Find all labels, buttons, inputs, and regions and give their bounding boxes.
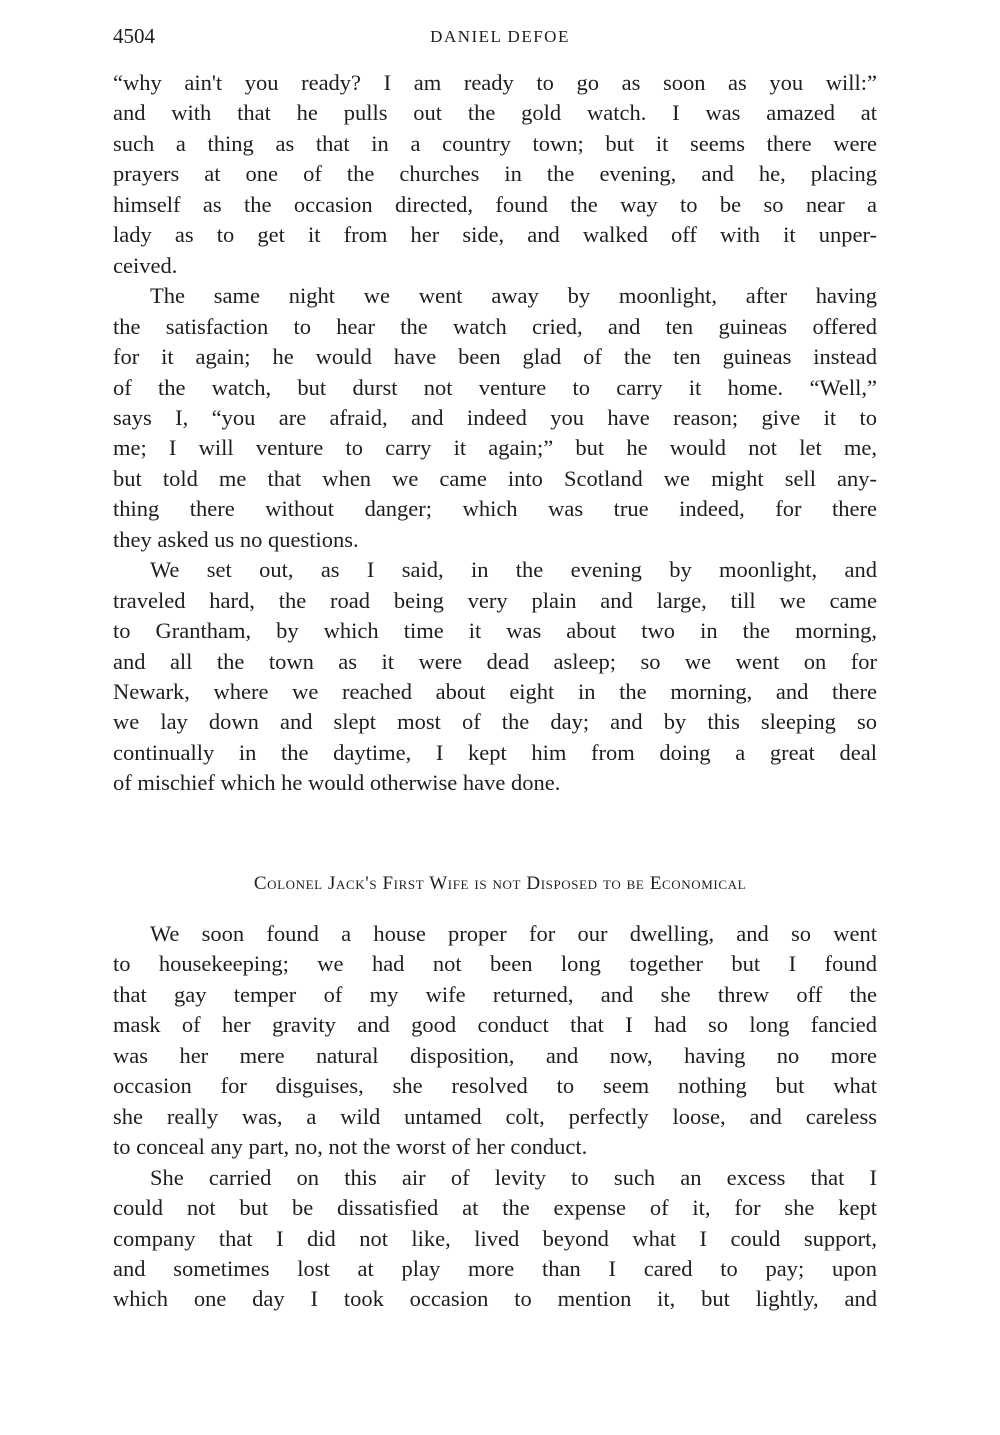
text-line: “why ain't you ready? I am ready to go as soon as you will:” <box>113 70 877 95</box>
page-number: 4504 <box>113 24 155 48</box>
text-line: they asked us no questions. <box>113 526 359 552</box>
text-line: continually in the daytime, I kept him from doing a great deal <box>113 739 877 765</box>
text-line: We set out, as I said, in the evening by moonlight, and <box>150 557 877 583</box>
text-line: of mischief which he would otherwise have done. <box>113 770 561 796</box>
text-line: mask of her gravity and good conduct that I had so long fancied <box>113 1012 877 1038</box>
text-line: The same night we went away by moonlight, after having <box>150 283 877 309</box>
text-line: lady as to get it from her side, and walked off with it unper- <box>113 222 877 248</box>
text-line: me; I will venture to carry it again;” but he would not let me, <box>113 435 877 461</box>
text-line: such a thing as that in a country town; but it seems there were <box>113 130 877 156</box>
text-line: traveled hard, the road being very plain and large, till we came <box>113 587 877 613</box>
text-line: prayers at one of the churches in the evening, and he, placing <box>113 161 877 187</box>
text-line: but told me that when we came into Scotland we might sell any- <box>113 465 877 491</box>
text-line: she really was, a wild untamed colt, perfectly loose, and careless <box>113 1103 877 1129</box>
text-line: and with that he pulls out the gold watch. I was amazed at <box>113 100 877 126</box>
text-line: thing there without danger; which was true indeed, for there <box>113 496 877 522</box>
text-line: which one day I took occasion to mention it, but lightly, and <box>113 1286 877 1312</box>
text-line: We soon found a house proper for our dwelling, and so went <box>150 921 877 946</box>
text-line: Newark, where we reached about eight in the morning, and there <box>113 679 877 704</box>
text-line: to housekeeping; we had not been long together but I found <box>113 951 877 977</box>
text-line: to Grantham, by which time it was about two in the morning, <box>113 618 877 644</box>
text-line: says I, “you are afraid, and indeed you have reason; give it to <box>113 404 877 430</box>
running-head: DANIEL DEFOE <box>430 27 570 46</box>
text-line: occasion for disguises, she resolved to seem nothing but what <box>113 1073 877 1099</box>
text-line: we lay down and slept most of the day; and by this sleeping so <box>113 709 877 735</box>
text-line: could not but be dissatisfied at the expense of it, for she kept <box>113 1195 877 1221</box>
text-line: to conceal any part, no, not the worst of her conduct. <box>113 1134 588 1160</box>
text-line: that gay temper of my wife returned, and she threw off the <box>113 981 877 1007</box>
text-line: himself as the occasion directed, found the way to be so near a <box>113 191 877 217</box>
text-line: and sometimes lost at play more than I cared to pay; upon <box>113 1255 877 1281</box>
text-line: and all the town as it were dead asleep; so we went on for <box>113 648 877 674</box>
text-line: company that I did not like, lived beyond what I could support, <box>113 1225 877 1251</box>
text-line: for it again; he would have been glad of the ten guineas instead <box>113 344 877 370</box>
text-line: the satisfaction to hear the watch cried, and ten guineas offered <box>113 313 877 339</box>
text-line: ceived. <box>113 252 178 278</box>
text-line: was her mere natural disposition, and now, having no more <box>113 1042 877 1068</box>
text-line: of the watch, but durst not venture to carry it home. “Well,” <box>113 374 877 400</box>
text-line: She carried on this air of levity to such an excess that I <box>150 1164 877 1190</box>
section-heading: Colonel Jack's First Wife is not Disposed to be Economical <box>253 873 747 894</box>
